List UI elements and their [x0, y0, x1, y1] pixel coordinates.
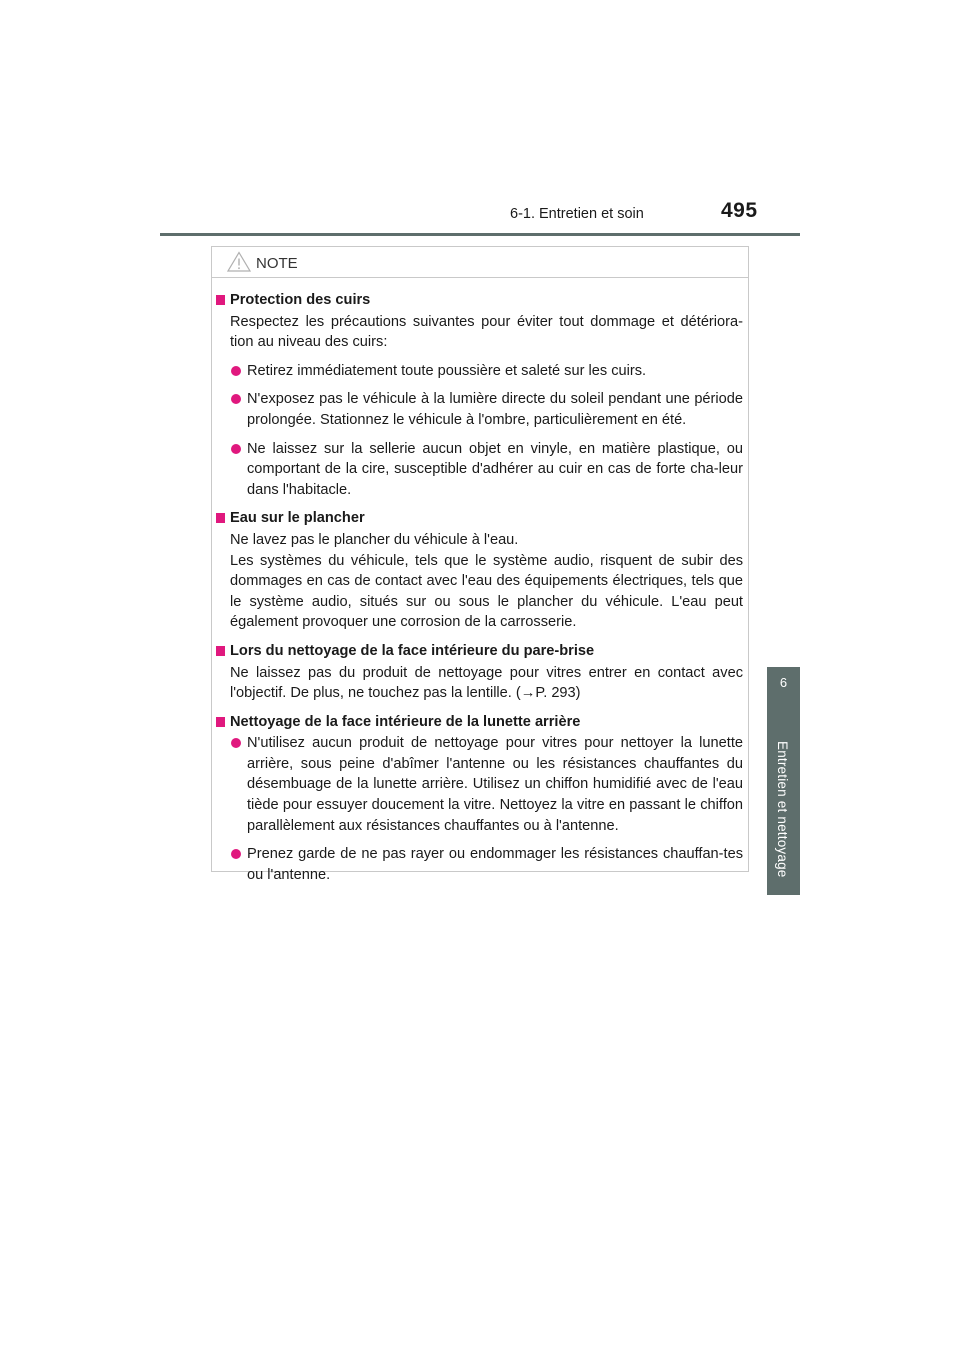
section-heading-text: Nettoyage de la face intérieure de la lunette arrière [230, 713, 581, 730]
section-heading [216, 641, 743, 662]
square-bullet-icon [216, 295, 225, 305]
list-item [216, 733, 743, 836]
list-item [216, 439, 743, 501]
round-bullet-icon [231, 394, 241, 404]
round-bullet-icon [231, 444, 241, 454]
section-heading-text: Protection des cuirs [230, 292, 371, 308]
list-item-text: N'utilisez aucun produit de nettoyage pour vitres pour nettoyer la lunette arrière, sous peine d'abîmer l'antenne ou les résistances chauffantes du désembuage de la lunette arrière. Utilisez un chiffon humidifié avec de l'eau tiède pour essuyer doucement la vitre. Nettoyez la vitre en passant le chiffon parallèlement aux résistances chauffantes ou à l'antenne. [247, 735, 743, 834]
round-bullet-icon [231, 849, 241, 859]
note-body [212, 278, 748, 885]
chapter-tab [767, 667, 800, 895]
list-item-text: Retirez immédiatement toute poussière et saleté sur les cuirs. [247, 362, 647, 379]
square-bullet-icon [216, 513, 225, 523]
warning-triangle-icon [227, 251, 251, 277]
section-heading-text: Eau sur le plancher [230, 510, 365, 527]
page-number: 495 [721, 199, 758, 222]
list-item-text: Prenez garde de ne pas rayer ou endommager les résistances chauffan-tes ou l'antenne. [247, 846, 743, 883]
note-title: NOTE [256, 255, 298, 272]
chapter-label: Entretien et nettoyage [775, 741, 790, 878]
note-header [212, 247, 748, 278]
section-paragraph: Les systèmes du véhicule, tels que le système audio, risquent de subir des dommages en cas de contact avec l'eau des équipements électriques, tels que le système audio, situés sur ou sous le plancher du véhicule. L'eau peut également provoquer une corrosion de la carrosserie. [230, 552, 743, 631]
round-bullet-icon [231, 366, 241, 376]
list-item [216, 844, 743, 885]
square-bullet-icon [216, 646, 225, 656]
chapter-number: 6 [779, 675, 788, 690]
section-paragraph: Ne laissez pas du produit de nettoyage pour vitres entrer en contact avec l'objectif. De plus, ne touchez pas la lentille. (→P. 293) [230, 664, 743, 702]
header-section-title: 6-1. Entretien et soin [510, 206, 644, 222]
section-heading-text: Lors du nettoyage de la face intérieure du pare-brise [230, 642, 595, 659]
section-heading [216, 712, 743, 733]
list-item-text: N'exposez pas le véhicule à la lumière directe du soleil pendant une période prolongée. Stationnez le véhicule à l'ombre, particulièrement en été. [247, 391, 743, 428]
list-item [216, 389, 743, 430]
header-rule [160, 233, 800, 236]
section-intro: Respectez les précautions suivantes pour éviter tout dommage et détériora-tion au niveau des cuirs: [230, 313, 743, 351]
section-paragraph: Ne lavez pas le plancher du véhicule à l'eau. [230, 531, 519, 548]
list-item [216, 361, 743, 382]
round-bullet-icon [231, 738, 241, 748]
section-heading [216, 508, 743, 529]
section-heading [216, 290, 743, 311]
list-item-text: Ne laissez sur la sellerie aucun objet en vinyle, en matière plastique, ou comportant de la cire, susceptible d'adhérer au cuir en cas de forte cha-leur dans l'habitacle. [247, 440, 743, 498]
square-bullet-icon [216, 717, 225, 727]
note-box [211, 246, 749, 883]
